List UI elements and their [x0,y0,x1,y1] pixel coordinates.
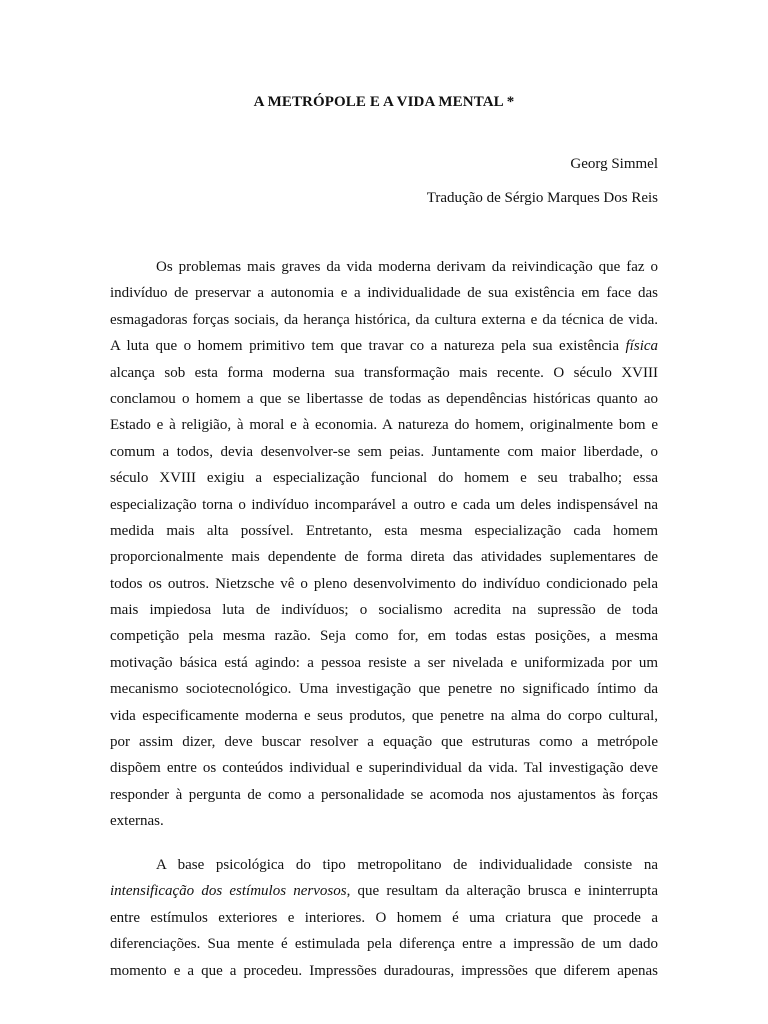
text-line: motivação básica está agindo: a pessoa resiste a ser nivelada e uniformizada por um [110,654,658,671]
text-line: mais impiedosa luta de indivíduos; o socialismo acredita na supressão de toda [110,602,658,619]
text-line: comum a todos, devia desenvolver-se sem peias. Juntamente com maior liberdade, o [110,443,658,460]
text-line: vida especificamente moderna e seus produtos, que penetre na alma do corpo cultural, [110,707,658,724]
text-fragment: , que resultam da alteração brusca e ininterrupta [346,883,659,900]
text-line: por assim dizer, deve buscar resolver a equação que estruturas como a metrópole [110,734,658,751]
text-line: conclamou o homem a que se libertasse de todas as dependências históricas quanto ao [110,390,658,407]
text-line [110,333,658,359]
text-line: especialização torna o indivíduo incomparável a outro e cada um deles indispensável na [110,496,658,513]
paragraph-2 [110,852,658,984]
text-line: todos os outros. Nietzsche vê o pleno desenvolvimento do indivíduo condicionado pela [110,575,658,592]
text-line: diferenciações. Sua mente é estimulada pela diferença entre a impressão de um dado [110,936,658,953]
text-line: A base psicológica do tipo metropolitano de individualidade consiste na [156,857,658,873]
text-line: alcança sob esta forma moderna sua transformação mais recente. O século XVIII [110,364,658,381]
text-line: responder à pergunta de como a personalidade se acomoda nos ajustamentos às forças [110,786,658,803]
text-fragment: A luta que o homem primitivo tem que travar co a natureza pela sua existência [110,338,620,355]
text-line: Estado e à religião, à moral e à economia. A natureza do homem, originalmente bom e [110,417,658,434]
text-line: medida mais alta possível. Entretanto, esta mesma especialização cada homem [110,522,658,539]
text-line: Os problemas mais graves da vida moderna derivam da reivindicação que faz o [156,259,658,275]
text-line: século XVIII exigiu a especialização funcional do homem e seu trabalho; essa [110,470,658,487]
italic-term: física [625,338,659,355]
paragraph-1 [110,254,658,835]
italic-term: intensificação dos estímulos nervosos [110,883,347,900]
text-line: momento e a que a procedeu. Impressões duradouras, impressões que diferem apenas [110,962,658,979]
text-line: mecanismo sociotecnológico. Uma investigação que penetre no significado íntimo da [110,681,658,698]
text-line: proporcionalmente mais dependente de forma direta das atividades suplementares de [110,549,658,566]
text-line: competição pela mesma razão. Seja como for, em todas estas posições, a mesma [110,628,658,645]
text-line: externas. [110,813,164,830]
document-title: A METRÓPOLE E A VIDA MENTAL * [253,94,515,110]
text-line [110,878,658,904]
text-line: dispõem entre os conteúdos individual e superindividual da vida. Tal investigação deve [110,760,658,777]
author-name: Georg Simmel [570,156,658,172]
text-line: esmagadoras forças sociais, da herança histórica, da cultura externa e da técnica de vida. [110,311,658,328]
text-line: entre estímulos exteriores e interiores. O homem é uma criatura que procede a [110,909,658,926]
translator-credit: Tradução de Sérgio Marques Dos Reis [426,190,658,206]
text-line: indivíduo de preservar a autonomia e a individualidade de sua existência em face das [110,285,658,302]
